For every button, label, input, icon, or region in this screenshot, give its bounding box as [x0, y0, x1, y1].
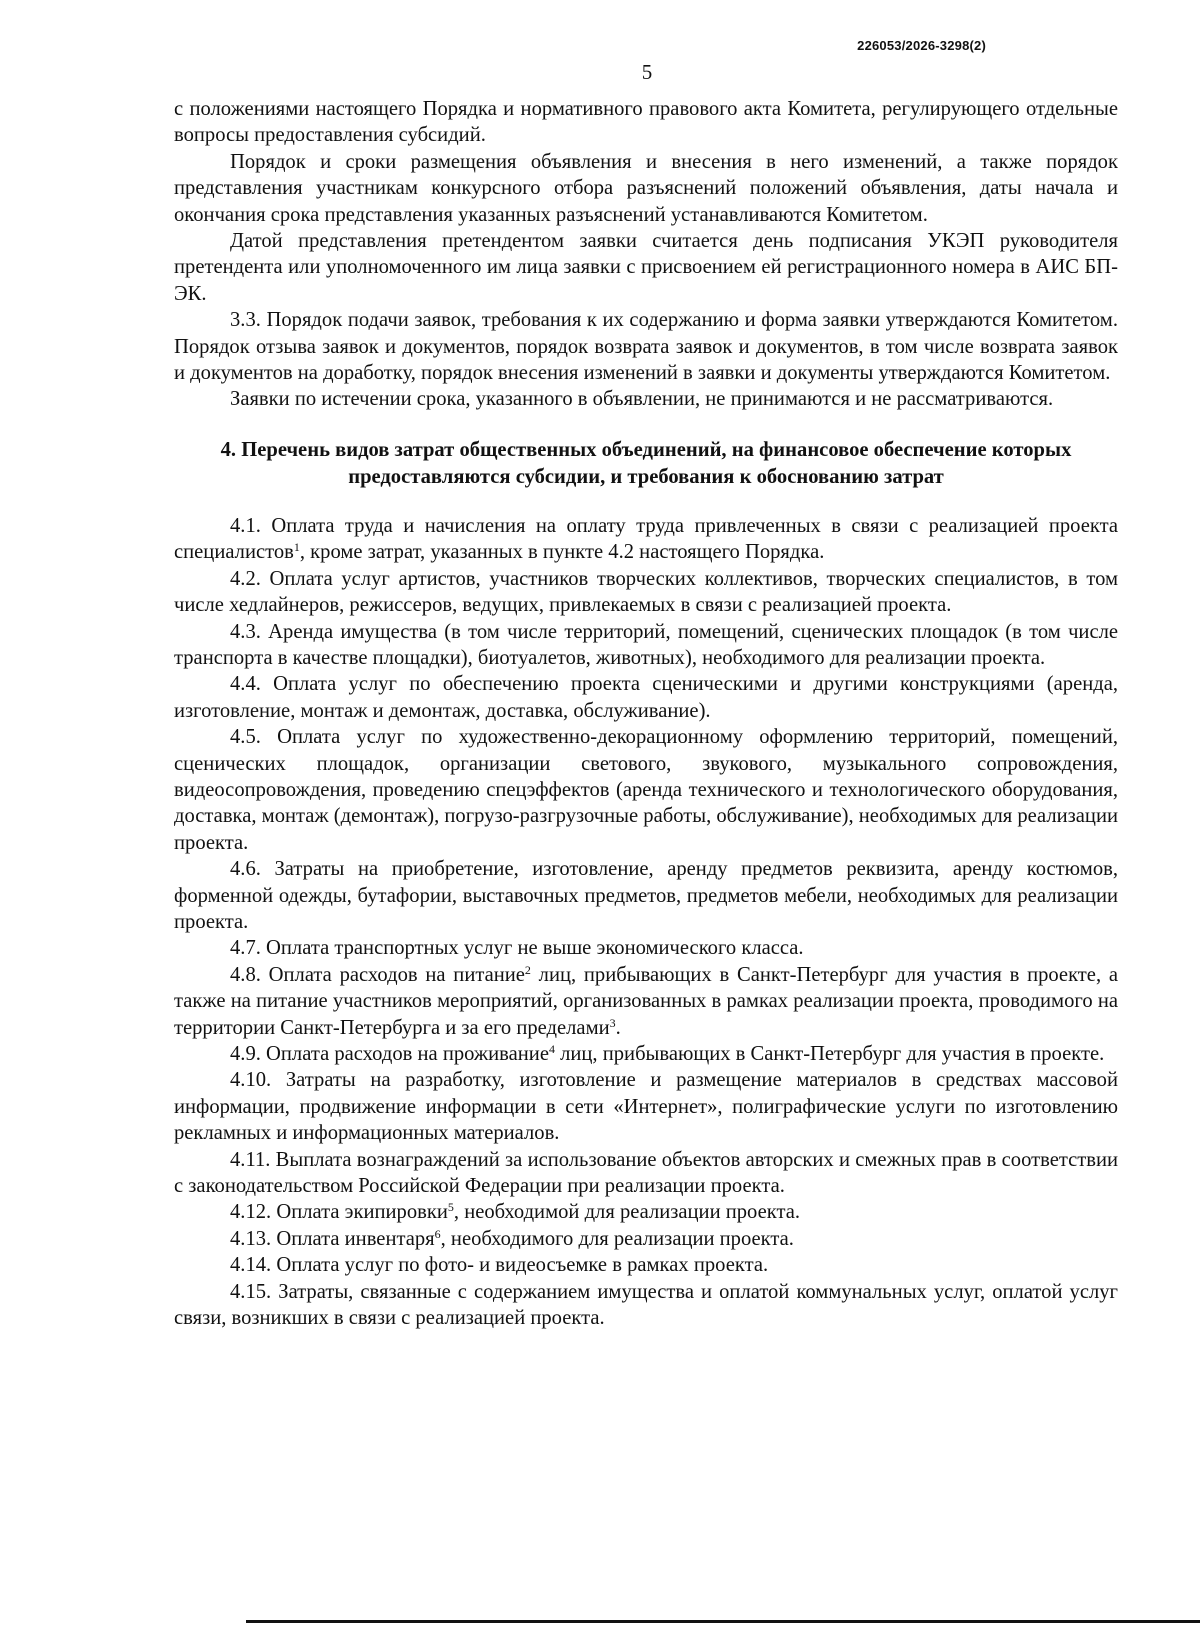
item-4-12 [174, 1199, 1118, 1225]
item-4-5: 4.5. Оплата услуг по художественно-декорационному оформлению территорий, помещений, сценических площадок, организации светового, звукового, музыкального сопровождения, видеосопровождения, проведению спецэффектов (аренда технического и технологического оборудования, доставка, монтаж (демонтаж), погрузо-разгрузочные работы, обслуживание), необходимых для реализации проекта. [174, 726, 1118, 854]
item-4-8-text: 4.8. Оплата расходов на питание [230, 963, 525, 986]
item-4-1-tail: , кроме затрат, указанных в пункте 4.2 настоящего Порядка. [299, 541, 825, 564]
footnote-ref-5: 5 [447, 1200, 454, 1215]
item-4-4: 4.4. Оплата услуг по обеспечению проекта сценическими и другими конструкциями (аренда, изготовление, монтаж и демонтаж, доставка, обслуживание). [174, 673, 1118, 722]
paragraph-announcement-order: Порядок и сроки размещения объявления и внесения в него изменений, а также порядок представления участникам конкурсного отбора разъяснений положений объявления, даты начала и окончания срока представления указанных разъяснений устанавливаются Комитетом. [174, 150, 1118, 226]
page-number: 5 [641, 60, 653, 84]
item-4-9-tail: лиц, прибывающих в Санкт-Петербург для участия в проекте. [554, 1043, 1105, 1065]
paragraph-late-applications: Заявки по истечении срока, указанного в объявлении, не принимаются и не рассматриваются. [230, 388, 1054, 411]
item-4-7: 4.7. Оплата транспортных услуг не выше экономического класса. [230, 937, 804, 960]
item-4-6: 4.6. Затраты на приобретение, изготовление, аренду предметов реквизита, аренду костюмов, форменной одежды, бутафории, выставочных предметов, предметов мебели, необходимых для реализации проекта. [174, 858, 1118, 933]
footnote-ref-1: 1 [293, 540, 300, 555]
item-4-13-tail: , необходимого для реализации проекта. [440, 1227, 794, 1250]
paragraph-continuation: с положениями настоящего Порядка и нормативного правового акта Комитета, регулирующего отдельные вопросы предоставления субсидий. [174, 98, 1118, 147]
item-4-1 [174, 513, 1118, 566]
item-4-1-text: 4.1. Оплата труда и начисления на оплату труда привлеченных в связи с реализацией проекта специалистов [174, 514, 1118, 564]
paragraph-submission-date: Датой представления претендентом заявки считается день подписания УКЭП руководителя претендента или уполномоченного им лица заявки с присвоением ей регистрационного номера в АИС БП-ЭК. [174, 230, 1118, 305]
item-4-9-text: 4.9. Оплата расходов на проживание [230, 1043, 549, 1065]
item-4-12-text: 4.12. Оплата экипировки [230, 1201, 448, 1224]
document-id: 226053/2026-3298(2) [857, 38, 986, 53]
item-4-15: 4.15. Затраты, связанные с содержанием имущества и оплатой коммунальных услуг, оплатой услуг связи, возникших в связи с реализацией проекта. [174, 1280, 1118, 1330]
footnote-ref-3: 3 [609, 1015, 616, 1030]
item-4-8-tail: . [615, 1016, 621, 1039]
item-4-3: 4.3. Аренда имущества (в том числе территорий, помещений, сценических площадок (в том числе транспорта в качестве площадки), биотуалетов, животных), необходимого для реализации проекта. [174, 620, 1118, 669]
item-4-13-text: 4.13. Оплата инвентаря [230, 1227, 435, 1250]
item-4-9 [174, 1041, 1118, 1067]
footnote-ref-4: 4 [548, 1042, 555, 1056]
item-4-2: 4.2. Оплата услуг артистов, участников творческих коллективов, творческих специалистов, в том числе хедлайнеров, режиссеров, ведущих, привлекаемых в связи с реализацией проекта. [174, 567, 1118, 617]
footnote-ref-6: 6 [434, 1226, 441, 1241]
footnote-separator-line [246, 1620, 1200, 1623]
item-4-8 [174, 962, 1118, 1041]
item-4-10: 4.10. Затраты на разработку, изготовление и размещение материалов в средствах массовой информации, продвижение информации в сети «Интернет», полиграфические услуги по изготовлению рекламных и информационных материалов. [174, 1069, 1118, 1145]
item-4-12-tail: , необходимой для реализации проекта. [453, 1201, 801, 1224]
item-4-11: 4.11. Выплата вознаграждений за использование объектов авторских и смежных прав в соответствии с законодательством Российской Федерации при реализации проекта. [174, 1148, 1118, 1198]
item-4-13 [174, 1226, 1118, 1252]
section-4-heading: 4. Перечень видов затрат общественных объединений, на финансовое обеспечение которых предоставляются субсидии, и требования к обоснованию затрат [220, 438, 1072, 488]
item-4-8-mid: лиц, прибывающих в Санкт-Петербург для участия в проекте, а также на питание участников мероприятий, организованных в рамках реализации проекта, проводимого на территории Санкт-Петербурга и за его пределами [174, 963, 1119, 1039]
footnote-ref-2: 2 [524, 962, 531, 977]
item-4-14: 4.14. Оплата услуг по фото- и видеосъемке в рамках проекта. [230, 1254, 769, 1277]
document-body [174, 96, 1118, 1331]
paragraph-3-3: 3.3. Порядок подачи заявок, требования к их содержанию и форма заявки утверждаются Комитетом. Порядок отзыва заявок и документов, порядок возврата заявок и документов, в том числе возврата заявок и документов на доработку, порядок внесения изменений в заявки и документы утверждаются Комитетом. [174, 309, 1118, 385]
